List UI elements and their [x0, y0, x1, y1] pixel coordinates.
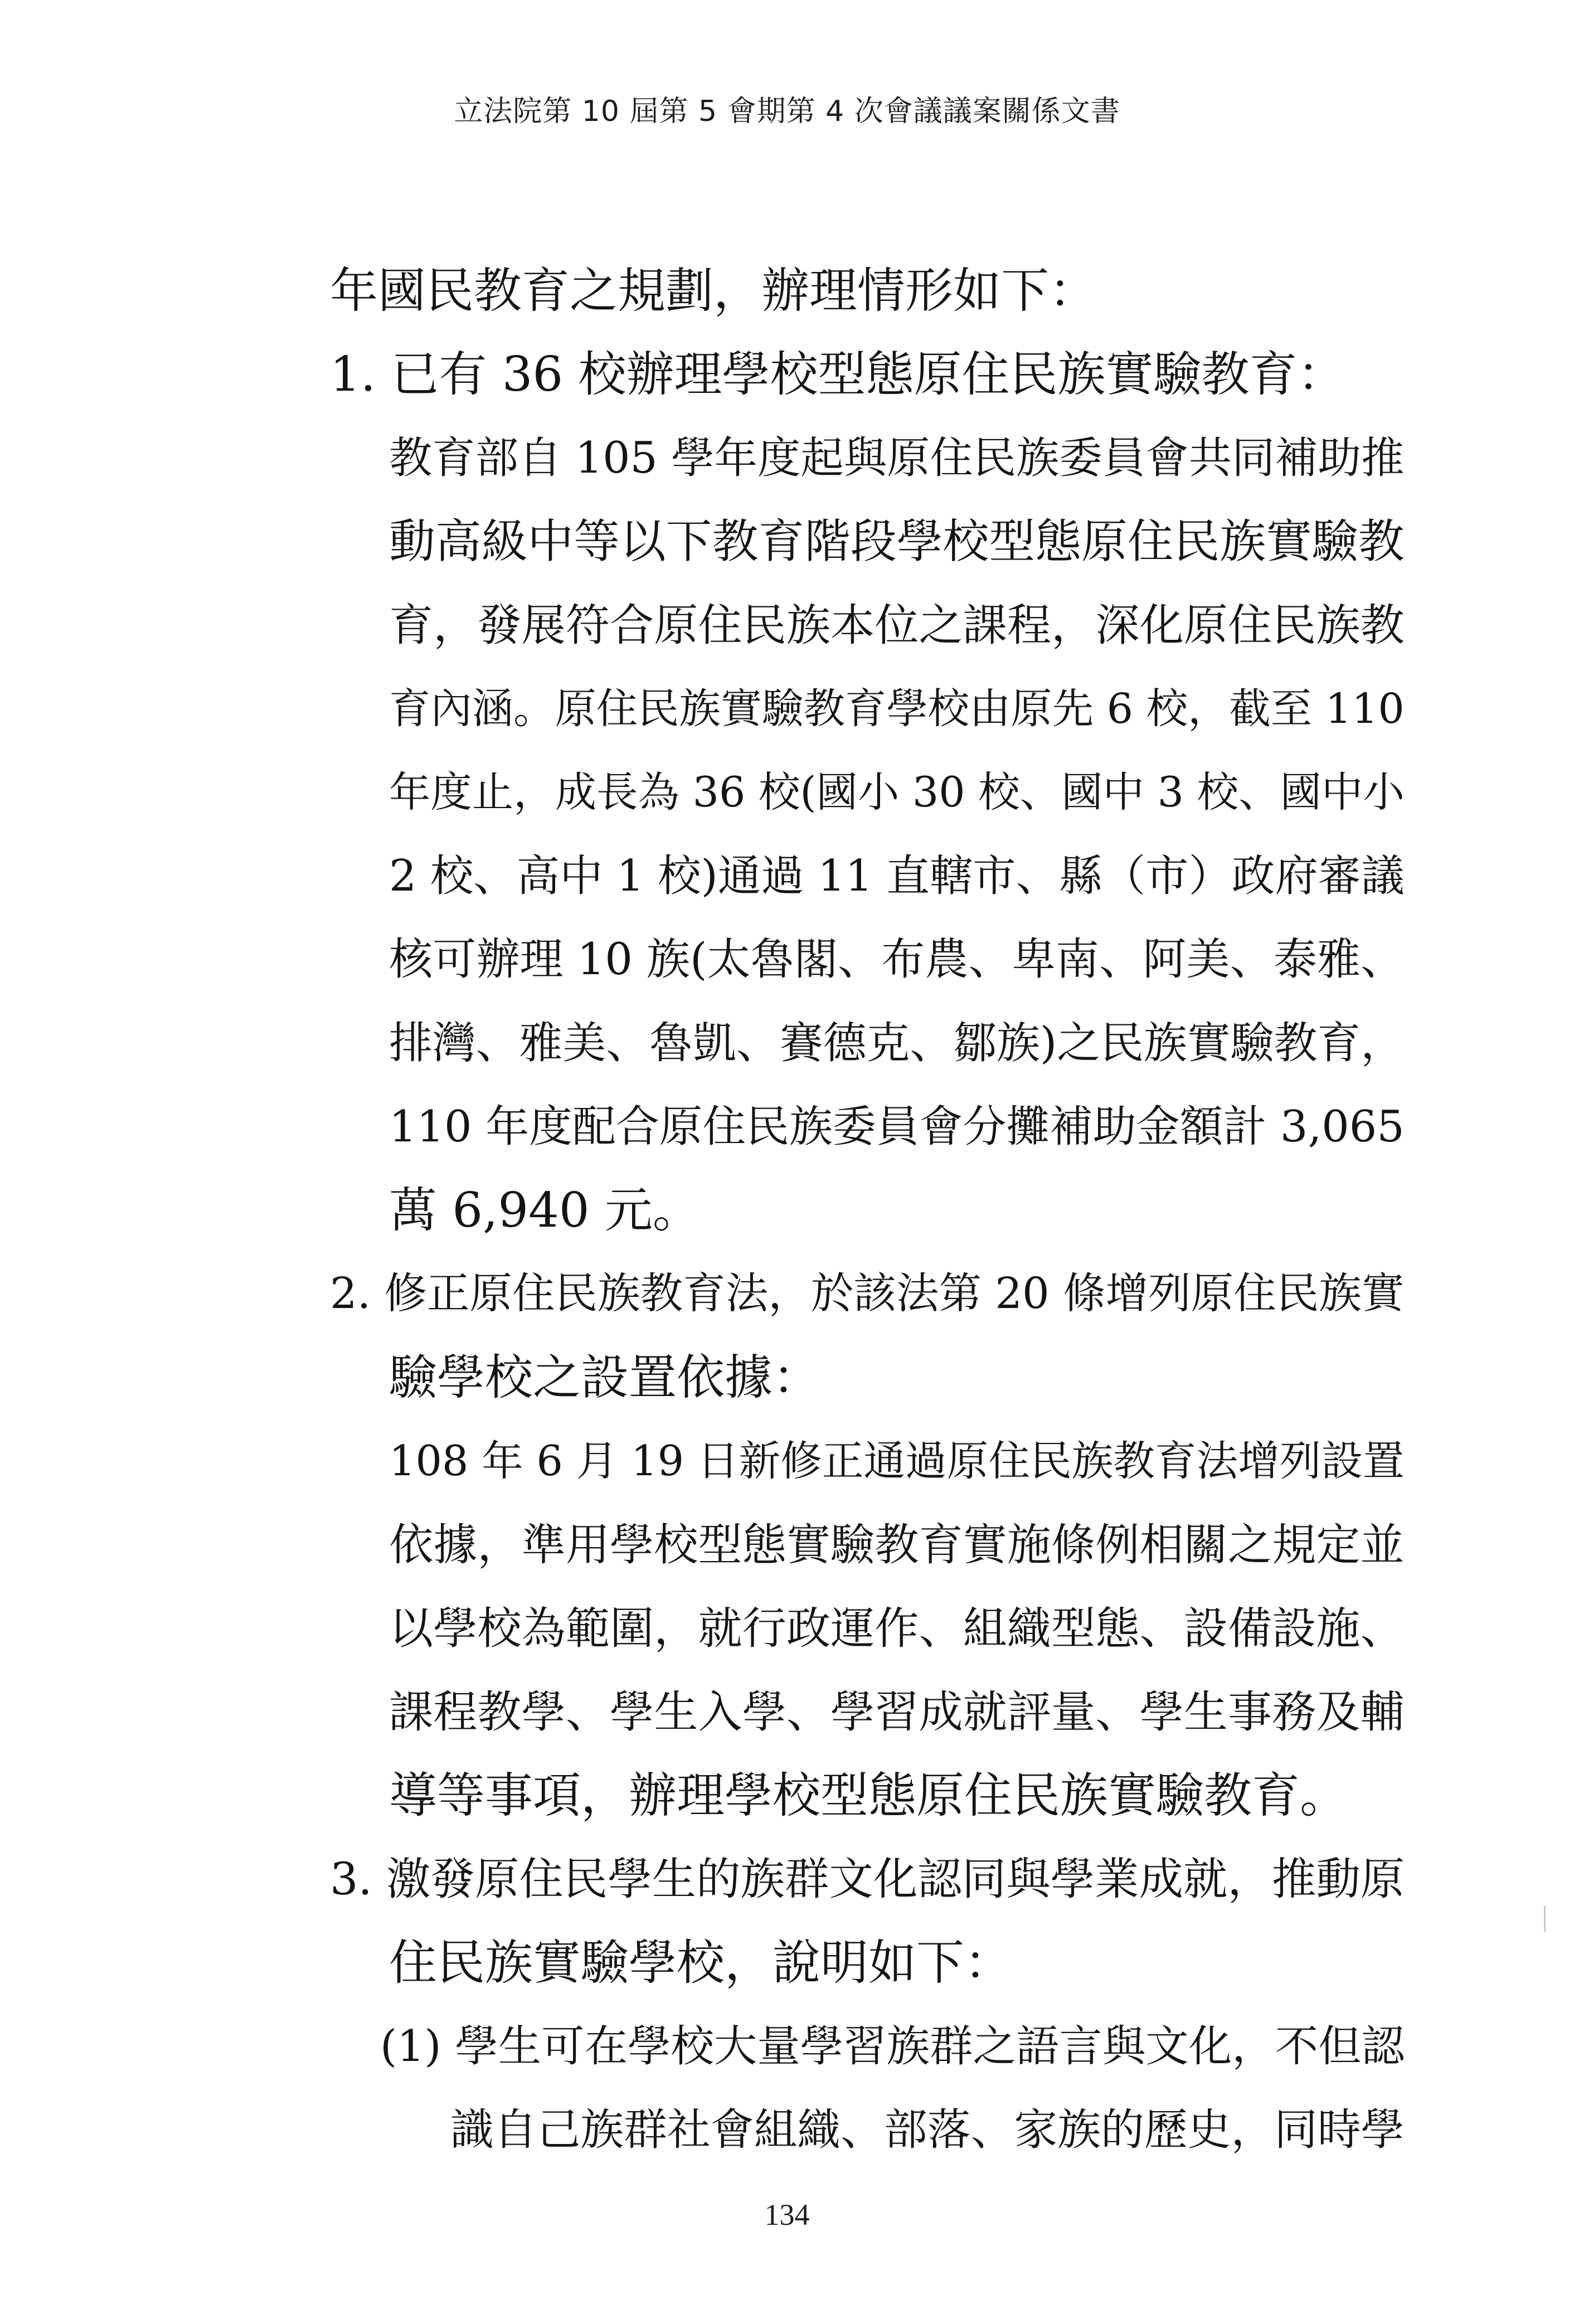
list-item-3-heading: 3. 激發原住民學生的族群文化認同與學業成就，推動原	[330, 1853, 1405, 1905]
list-item-1-text: 年度止，成長為 36 校(國小 30 校、國中 3 校、國中小	[389, 768, 1405, 816]
list-item-2-text: 導等事項，辦理學校型態原住民族實驗教育。	[389, 1768, 1348, 1824]
list-item-1-text: 排灣、雅美、魯凱、賽德克、鄒族)之民族實驗教育，	[389, 1018, 1405, 1068]
body-line-intro: 年國民教育之規劃，辦理情形如下：	[330, 263, 1097, 319]
list-item-1-text: 萬 6,940 元。	[389, 1183, 701, 1238]
list-item-1-text: 教育部自 105 學年度起與原住民族委員會共同補助推	[389, 433, 1405, 483]
list-item-2-text: 課程教學、學生入學、學習成就評量、學生事務及輔	[389, 1686, 1405, 1738]
list-item-2-text: 108 年 6 月 19 日新修正通過原住民族教育法增列設置	[389, 1437, 1405, 1485]
list-item-2-heading: 2. 修正原住民族教育法，於該法第 20 條增列原住民族實	[330, 1269, 1405, 1319]
list-item-1-text: 110 年度配合原住民族委員會分攤補助金額計 3,065	[389, 1102, 1405, 1152]
list-item-3-heading: 住民族實驗學校，說明如下：	[389, 1935, 1012, 1991]
list-item-2-text: 依據，準用學校型態實驗教育實施條例相關之規定並	[389, 1519, 1405, 1571]
sub-item-1-text: 識自己族群社會組織、部落、家族的歷史，同時學	[450, 2105, 1405, 2155]
list-item-2-heading: 驗學校之設置依據：	[389, 1350, 820, 1406]
document-header: 立法院第 10 屆第 5 會期第 4 次會議議案關係文書	[454, 95, 1120, 128]
page-number: 134	[764, 2198, 810, 2231]
list-item-2-text: 以學校為範圍，就行政運作、組織型態、設備設施、	[389, 1602, 1405, 1654]
scan-edge-mark	[1544, 1906, 1546, 1932]
list-item-1-text: 2 校、高中 1 校)通過 11 直轄市、縣（市）政府審議	[389, 851, 1405, 901]
list-item-1-text: 核可辦理 10 族(太魯閣、布農、卑南、阿美、泰雅、	[389, 934, 1405, 985]
list-item-1-text: 育內涵。原住民族實驗教育學校由原先 6 校，截至 110	[389, 684, 1405, 733]
list-item-1-text: 育，發展符合原住民族本位之課程，深化原住民族教	[389, 599, 1405, 651]
sub-item-1-text: (1) 學生可在學校大量學習族群之語言與文化，不但認	[380, 2021, 1405, 2072]
list-item-1-text: 動高級中等以下教育階段學校型態原住民族實驗教	[389, 514, 1405, 568]
list-item-1-heading: 1. 已有 36 校辦理學校型態原住民族實驗教育：	[330, 347, 1345, 402]
